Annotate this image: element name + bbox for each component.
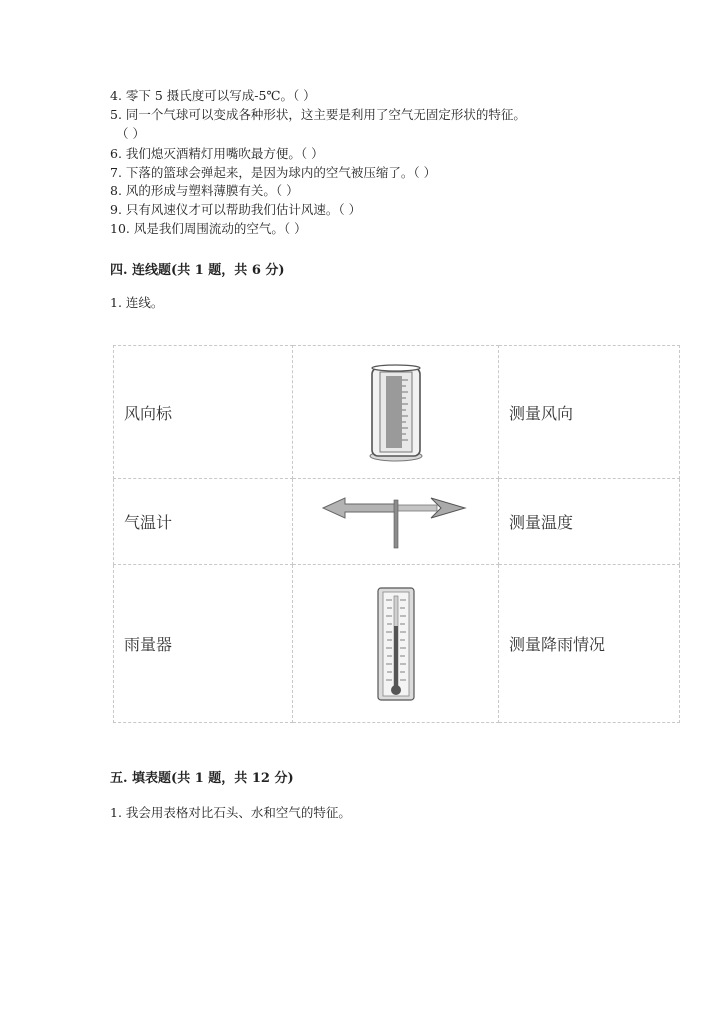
image-cell xyxy=(293,479,499,565)
thermometer-icon xyxy=(376,586,416,702)
matching-table xyxy=(113,345,680,723)
right-label: 测量降雨情况 xyxy=(509,635,606,654)
judge-question-8: 8. 风的形成与塑料薄膜有关。（ ） xyxy=(110,183,299,198)
section-5-heading: 五. 填表题(共 1 题，共 12 分) xyxy=(110,771,294,786)
matching-row xyxy=(114,565,680,723)
left-label: 雨量器 xyxy=(124,635,173,654)
left-cell xyxy=(114,479,293,565)
judge-question-6: 6. 我们熄灭酒精灯用嘴吹最方便。（ ） xyxy=(110,146,324,161)
section-4-question: 1. 连线。 xyxy=(110,295,164,310)
right-cell xyxy=(499,346,680,479)
matching-row xyxy=(114,479,680,565)
judge-question-5: 5. 同一个气球可以变成各种形状，这主要是利用了空气无固定形状的特征。 xyxy=(110,107,526,122)
image-cell xyxy=(293,565,499,723)
right-cell xyxy=(499,479,680,565)
left-cell xyxy=(114,565,293,723)
wind-vane-icon xyxy=(321,494,471,550)
left-label: 风向标 xyxy=(124,403,173,423)
right-label: 测量温度 xyxy=(509,513,574,532)
rain-gauge-cylinder-icon xyxy=(366,360,426,464)
image-cell xyxy=(293,346,499,479)
right-label: 测量风向 xyxy=(509,403,574,423)
section-5-question: 1. 我会用表格对比石头、水和空气的特征。 xyxy=(110,805,351,820)
matching-row xyxy=(114,346,680,479)
left-label: 气温计 xyxy=(124,513,173,532)
left-cell xyxy=(114,346,293,479)
judge-question-4: 4. 零下 5 摄氏度可以写成-5℃。（ ） xyxy=(110,88,316,103)
section-4-heading: 四. 连线题(共 1 题，共 6 分) xyxy=(110,263,285,278)
judge-question-5-paren: （ ） xyxy=(116,126,145,141)
judge-question-10: 10. 风是我们周围流动的空气。（ ） xyxy=(110,221,307,236)
judge-question-9: 9. 只有风速仪才可以帮助我们估计风速。（ ） xyxy=(110,202,362,217)
right-cell xyxy=(499,565,680,723)
judge-question-7: 7. 下落的篮球会弹起来，是因为球内的空气被压缩了。（ ） xyxy=(110,165,437,180)
